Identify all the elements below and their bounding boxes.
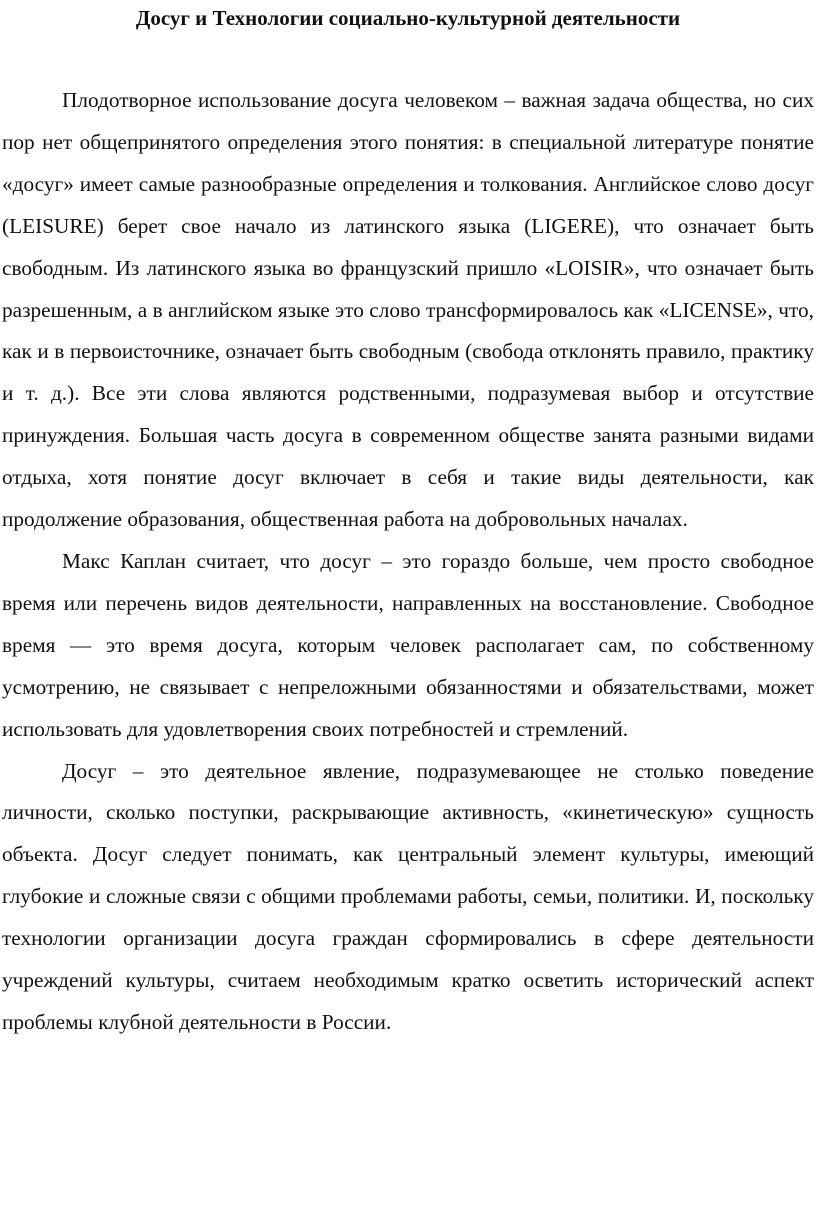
paragraph-3: Досуг – это деятельное явление, подразумевающее не столько поведение личности, сколько поступки, раскрывающие активность, «кинетическую» сущность объекта. Досуг следует понимать, как центральный элемент культуры, имеющий глубокие и сложные связи с общими проблемами работы, семьи, политики. И, поскольку технологии организации досуга граждан сформировались в сфере деятельности учреждений культуры, считаем необходимым кратко осветить исторический аспект проблемы клубной деятельности в России. bbox=[2, 758, 814, 1034]
document-title: Досуг и Технологии социально-культурной деятельности bbox=[135, 6, 681, 30]
paragraph-2: Макс Каплан считает, что досуг – это гораздо больше, чем просто свободное время или перечень видов деятельности, направленных на восстановление. Свободное время — это время досуга, которым человек располагает сам, по собственному усмотрению, не связывает с непреложными обязанностями и обязательствами, может использовать для удовлетворения своих потребностей и стремлений. bbox=[2, 548, 814, 741]
paragraph-1: Плодотворное использование досуга человеком – важная задача общества, но сих пор нет общепринятого определения этого понятия: в специальной литературе понятие «досуг» имеет самые разнообразные определения и толкования. Английское слово досуг (LEISURE) берет свое начало из латинского языка (LIGERE), что означает быть свободным. Из латинского языка во французский пришло «LOISIR», что означает быть разрешенным, а в английском языке это слово трансформировалось как «LICENSE», что, как и в первоисточнике, означает быть свободным (свобода отклонять правило, практику и т. д.). Все эти слова являются родственными, подразумевая выбор и отсутствие принуждения. Большая часть досуга в современном обществе занята разными видами отдыха, хотя понятие досуг включает в себя и такие виды деятельности, как продолжение образования, общественная работа на добровольных началах. bbox=[2, 88, 814, 532]
